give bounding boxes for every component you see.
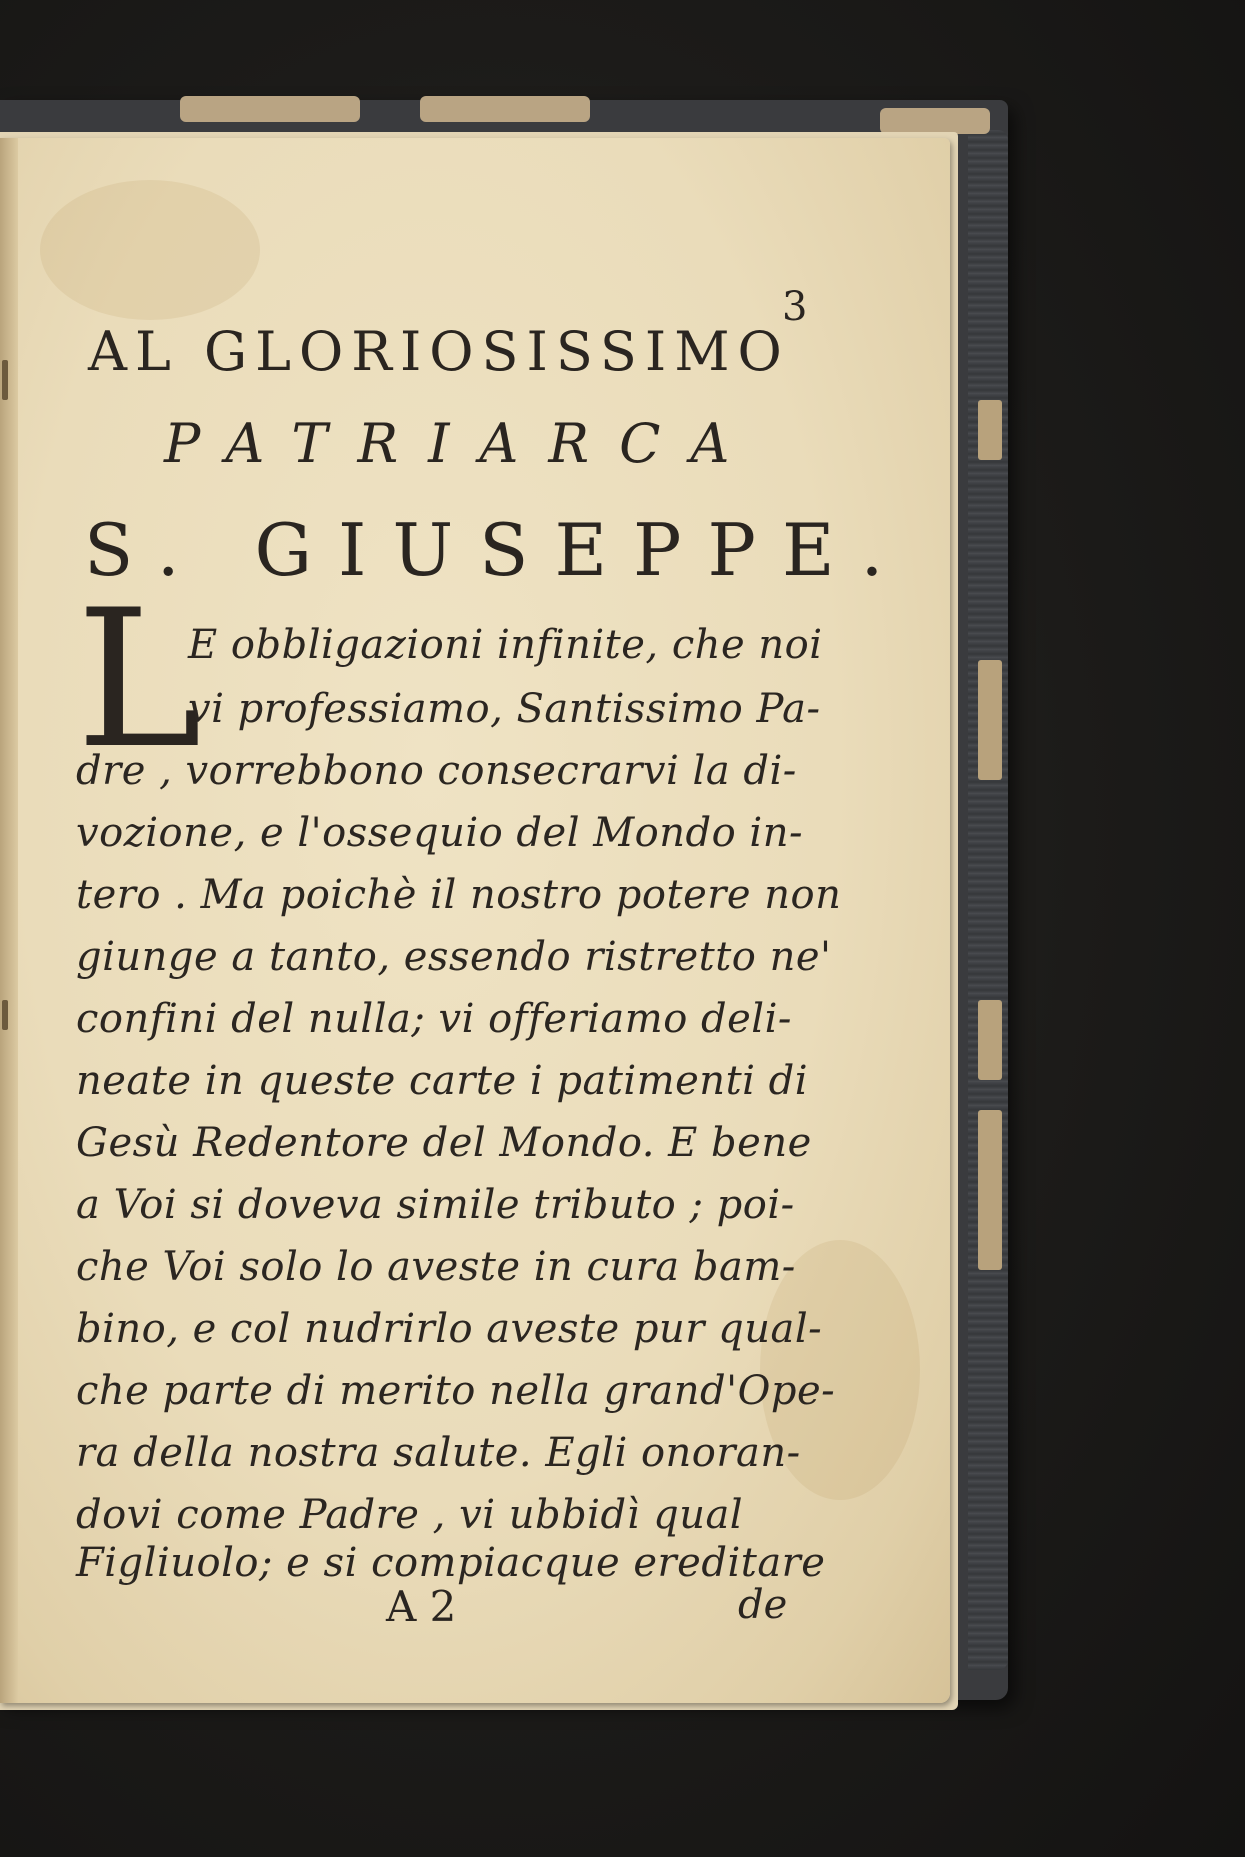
body-line: che parte di merito nella grand'Ope- bbox=[76, 1368, 836, 1414]
cover-tear bbox=[978, 400, 1002, 460]
cover-tear bbox=[180, 96, 360, 122]
body-line: tero . Ma poichè il nostro potere non bbox=[76, 872, 842, 918]
drop-cap: L bbox=[76, 569, 203, 790]
body-line: giunge a tanto, essendo ristretto ne' bbox=[76, 934, 832, 980]
body-line: che Voi solo lo aveste in cura bam- bbox=[76, 1244, 796, 1290]
body-line: dovi come Padre , vi ubbidì qual bbox=[76, 1492, 744, 1538]
body-line: Gesù Redentore del Mondo. E bene bbox=[76, 1120, 812, 1166]
paper-stain bbox=[40, 180, 260, 320]
page-edge-mark bbox=[2, 360, 8, 400]
title-line-3: S. GIUSEPPE. bbox=[84, 508, 910, 592]
body-line: ra della nostra salute. Egli onoran- bbox=[76, 1430, 801, 1476]
cover-tear bbox=[978, 1110, 1002, 1270]
body-line: dre , vorrebbono consecrarvi la di- bbox=[76, 748, 797, 794]
body-line: Figliuolo; e si compiacque ereditare bbox=[76, 1540, 826, 1586]
body-line: E obbligazioni infinite, che noi bbox=[188, 622, 823, 668]
cover-tear bbox=[978, 660, 1002, 780]
cover-tear bbox=[978, 1000, 1002, 1080]
body-line: vozione, e l'ossequio del Mondo in- bbox=[76, 810, 803, 856]
page-edge-mark bbox=[2, 1000, 8, 1030]
title-line-1: AL GLORIOSISSIMO bbox=[88, 320, 790, 383]
body-line: confini del nulla; vi offeriamo deli- bbox=[76, 996, 792, 1042]
body-line: neate in queste carte i patimenti di bbox=[76, 1058, 809, 1104]
body-line: vi professiamo, Santissimo Pa- bbox=[188, 686, 821, 732]
cover-tear bbox=[420, 96, 590, 122]
body-line: bino, e col nudrirlo aveste pur qual- bbox=[76, 1306, 823, 1352]
catchword: de bbox=[738, 1582, 788, 1628]
signature-mark: A 2 bbox=[386, 1582, 457, 1631]
cover-spine-edge bbox=[968, 130, 1008, 1670]
cover-tear bbox=[880, 108, 990, 134]
title-line-2: PATRIARCA bbox=[164, 412, 760, 475]
body-line: a Voi si doveva simile tributo ; poi- bbox=[76, 1182, 795, 1228]
page-number: 3 bbox=[782, 284, 808, 330]
